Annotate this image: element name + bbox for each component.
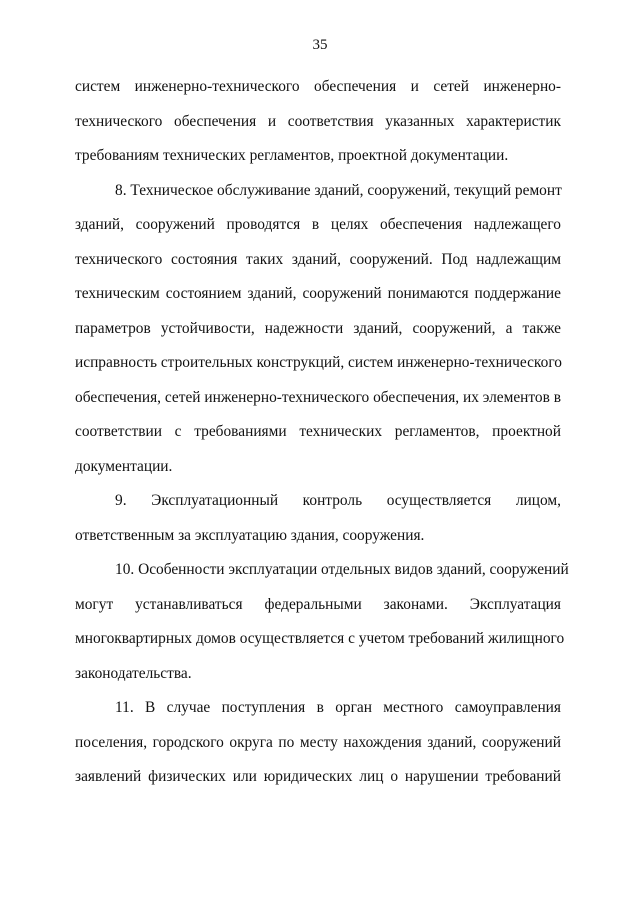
text-line: исправность строительных конструкций, систем инженерно-технического (75, 354, 562, 371)
text-line: 9. Эксплуатационный контроль осуществляется лицом, (115, 492, 561, 509)
text-line: 10. Особенности эксплуатации отдельных видов зданий, сооружений (115, 561, 569, 578)
text-line: технического обеспечения и соответствия указанных характеристик (75, 112, 561, 130)
text-line: 11. В случае поступления в орган местного самоуправления (115, 699, 561, 716)
text-line: обеспечения, сетей инженерно-технического обеспечения, их элементов в (75, 388, 561, 406)
text-line: законодательства. (75, 664, 192, 682)
text-line: документации. (75, 457, 173, 475)
text-line: заявлений физических или юридических лиц о нарушении требований (75, 768, 561, 785)
text-line: требованиям технических регламентов, проектной документации. (75, 147, 509, 164)
text-line: параметров устойчивости, надежности зданий, сооружений, а также (75, 319, 561, 337)
text-line: 8. Техническое обслуживание зданий, сооружений, текущий ремонт (115, 181, 562, 199)
text-line: многоквартирных домов осуществляется с учетом требований жилищного (75, 630, 565, 647)
text-line: могут устанавливаться федеральными законами. Эксплуатация (75, 595, 561, 613)
text-line: систем инженерно-технического обеспечения и сетей инженерно- (75, 78, 561, 95)
text-line: поселения, городского округа по месту нахождения зданий, сооружений (75, 733, 561, 751)
text-line: ответственным за эксплуатацию здания, сооружения. (75, 526, 425, 544)
text-line: зданий, сооружений проводятся в целях обеспечения надлежащего (75, 216, 561, 233)
text-line: соответствии с требованиями технических регламентов, проектной (75, 423, 561, 440)
text-line: техническим состоянием зданий, сооружений понимаются поддержание (75, 285, 561, 302)
text-line: технического состояния таких зданий, сооружений. Под надлежащим (75, 250, 561, 268)
body-text (75, 70, 569, 795)
page-number: 35 (312, 37, 328, 53)
